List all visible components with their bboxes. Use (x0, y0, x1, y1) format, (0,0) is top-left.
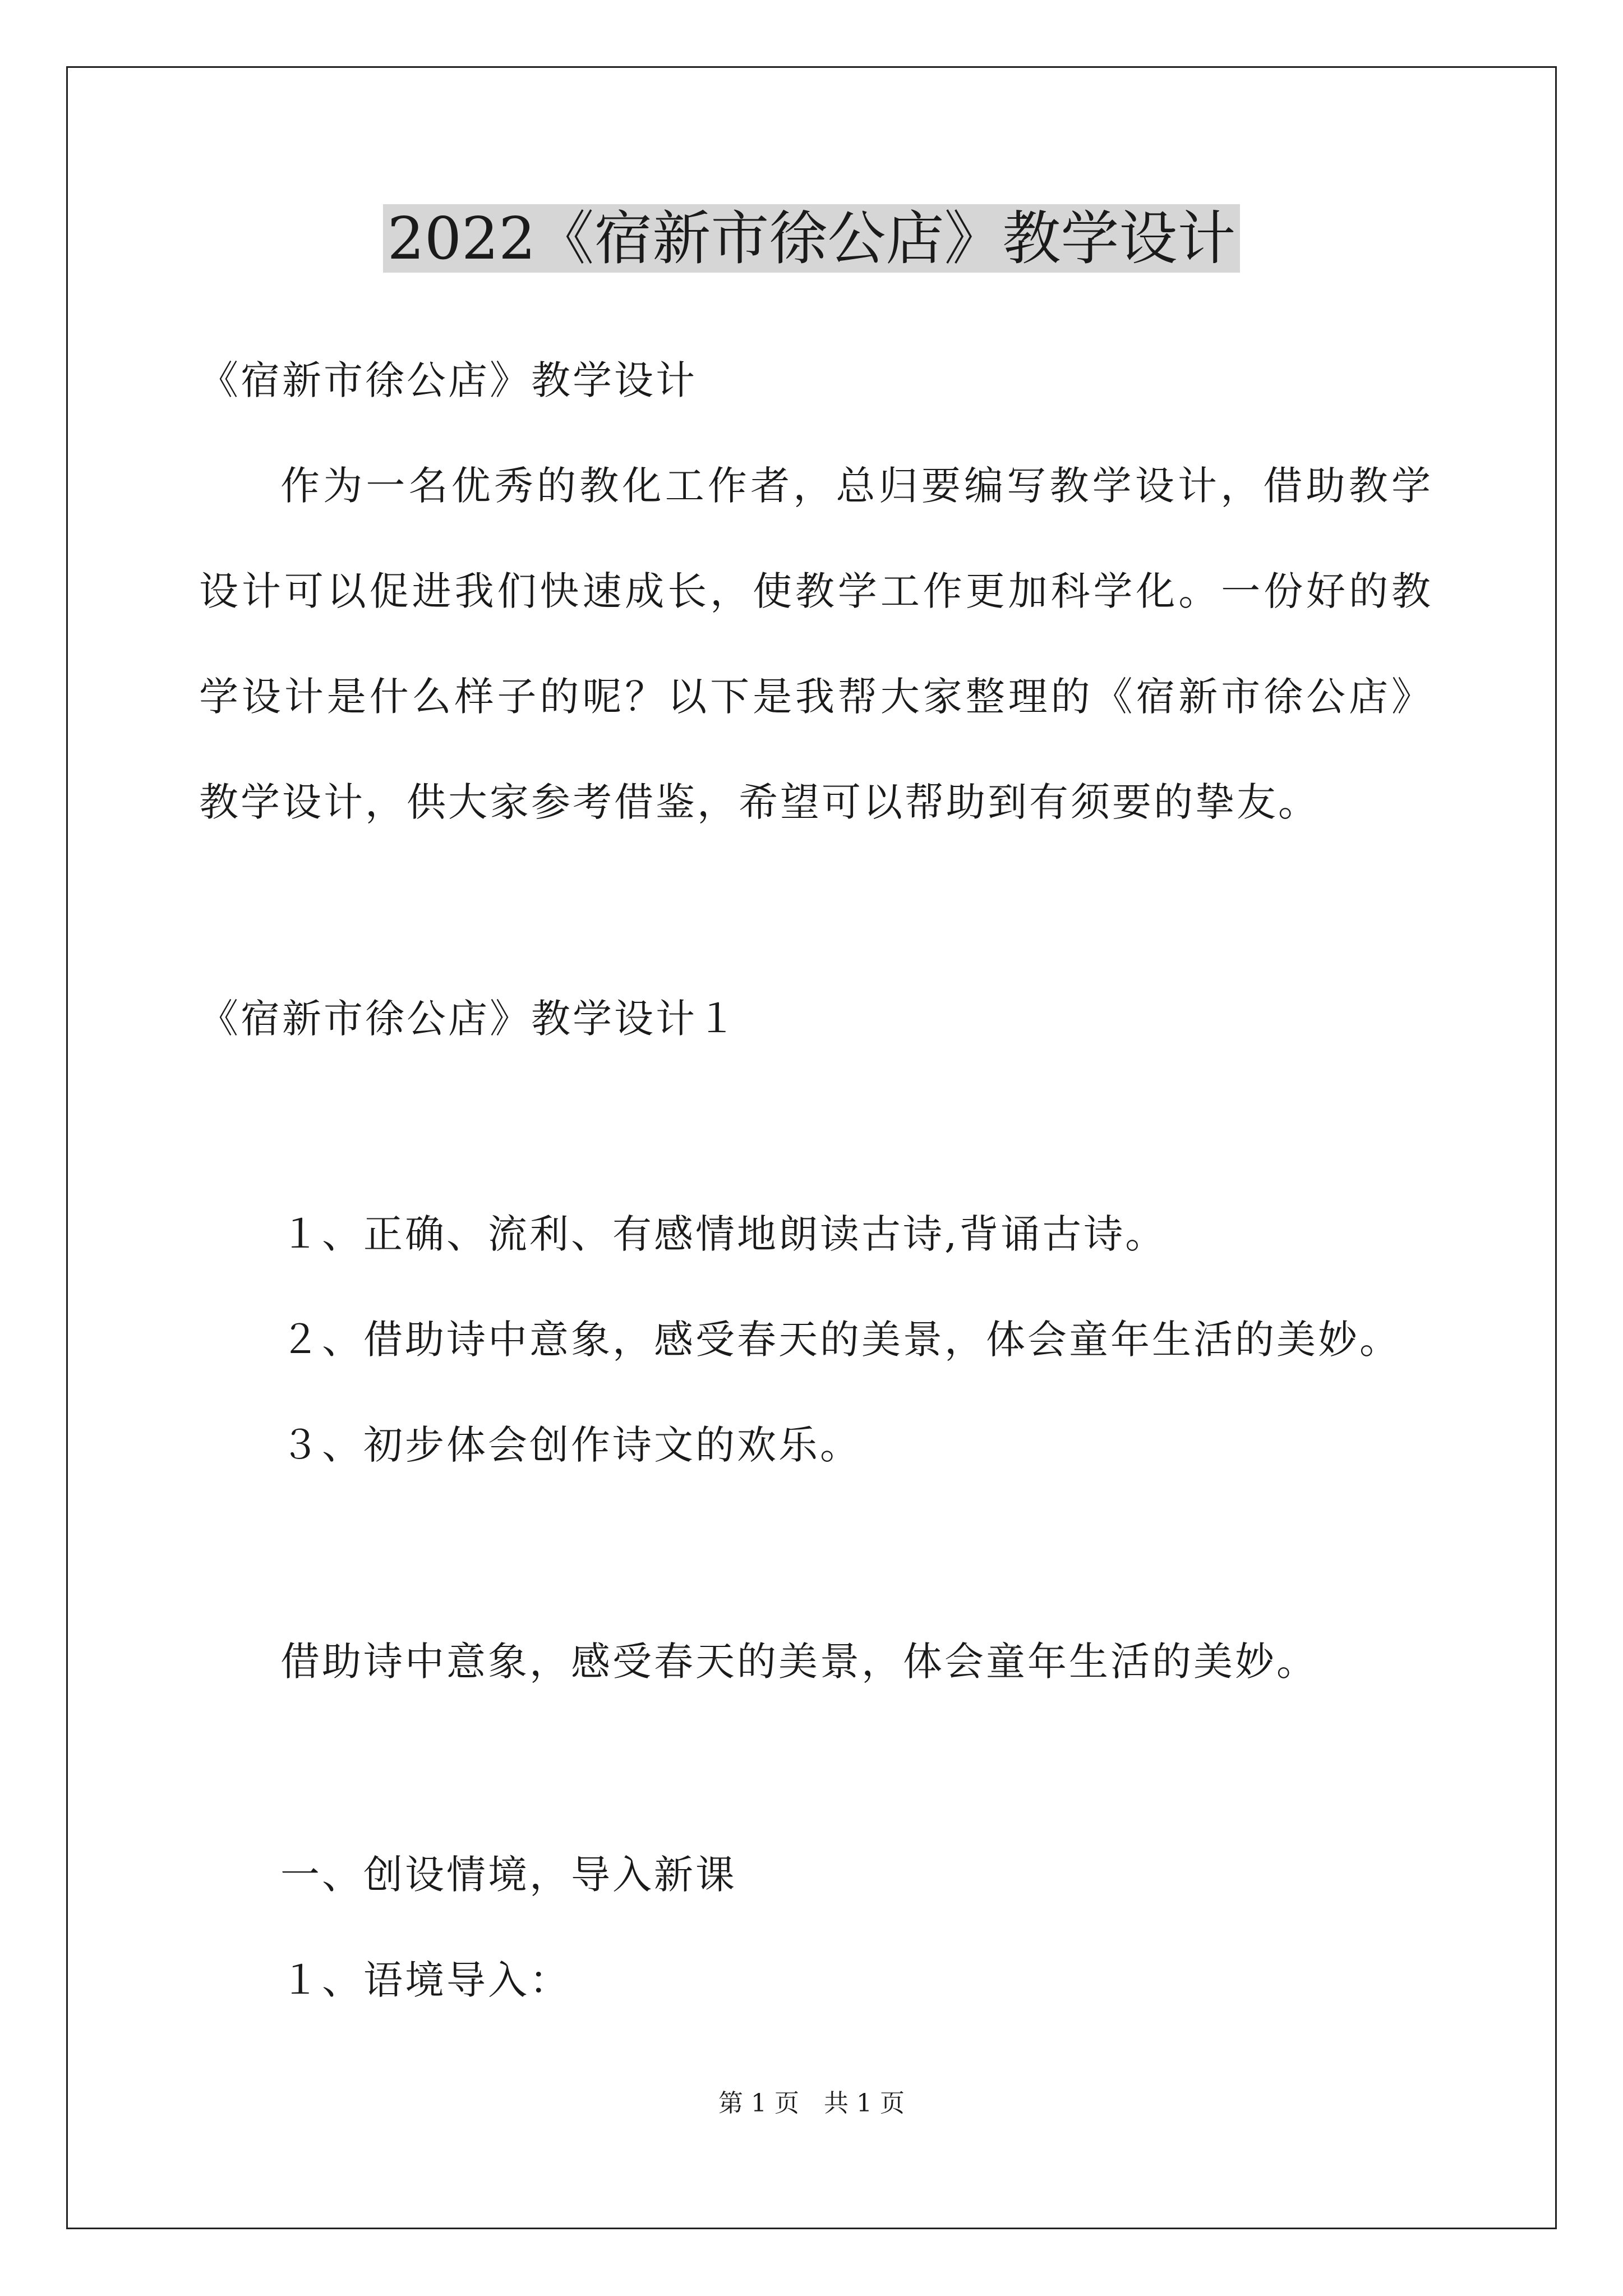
page-number: 第 1 页 共 1 页 (718, 2089, 905, 2118)
goal-item-2: ２、借助诗中意象，感受春天的美景，体会童年生活的美妙。 (280, 1317, 1401, 1363)
key-point-text: 借助诗中意象，感受春天的美景，体会童年生活的美妙。 (280, 1639, 1318, 1685)
document-title-text: 2022《宿新市徐公店》教学设计 (383, 204, 1241, 273)
step-item-1: １、语境导入： (280, 1957, 571, 2003)
goal-item-1: １、正确、流利、有感情地朗读古诗,背诵古诗。 (280, 1211, 1167, 1257)
document-title (0, 199, 1623, 278)
section-heading: 《宿新市徐公店》教学设计１ (199, 996, 739, 1042)
document-subtitle: 《宿新市徐公店》教学设计 (199, 357, 697, 403)
goal-item-3: ３、初步体会创作诗文的欢乐。 (280, 1422, 861, 1468)
intro-paragraph: 作为一名优秀的教化工作者，总归要编写教学设计，借助教学设计可以促进我们快速成长，使教学工作更加科学化。一份好的教学设计是什么样子的呢？以下是我帮大家整理的《宿新市徐公店》教学设计，供大家参考借鉴，希望可以帮助到有须要的挚友。 (199, 463, 1433, 825)
step-heading: 一、创设情境，导入新课 (280, 1852, 737, 1898)
